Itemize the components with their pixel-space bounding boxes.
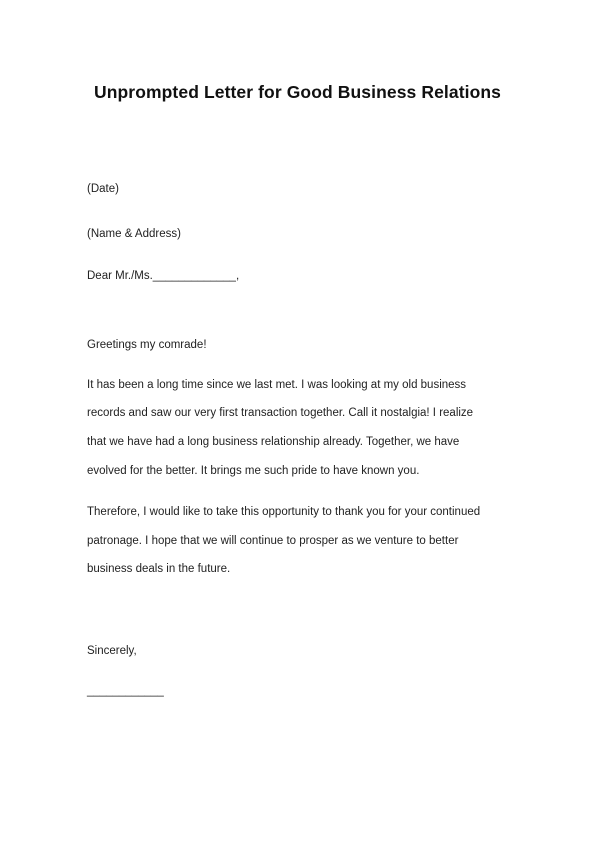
greeting: Greetings my comrade! [87, 339, 207, 351]
signature-line: ____________ [87, 685, 164, 697]
date-placeholder: (Date) [87, 183, 119, 195]
paragraph-line: Therefore, I would like to take this opportunity to thank you for your continued [87, 506, 481, 518]
paragraph-line: that we have had a long business relationship already. Together, we have [87, 436, 460, 448]
paragraph-line: It has been a long time since we last met. I was looking at my old business [87, 379, 467, 391]
salutation: Dear Mr./Ms._____________, [87, 270, 240, 282]
paragraph-line: evolved for the better. It brings me such pride to have known you. [87, 465, 420, 477]
paragraph-line: records and saw our very first transaction together. Call it nostalgia! I realize [87, 407, 474, 419]
letter-title: Unprompted Letter for Good Business Relations [93, 82, 502, 102]
paragraph-line: patronage. I hope that we will continue to prosper as we venture to better [87, 535, 459, 547]
closing: Sincerely, [87, 645, 137, 657]
name-address-placeholder: (Name & Address) [87, 228, 181, 240]
paragraph-line: business deals in the future. [87, 563, 231, 575]
